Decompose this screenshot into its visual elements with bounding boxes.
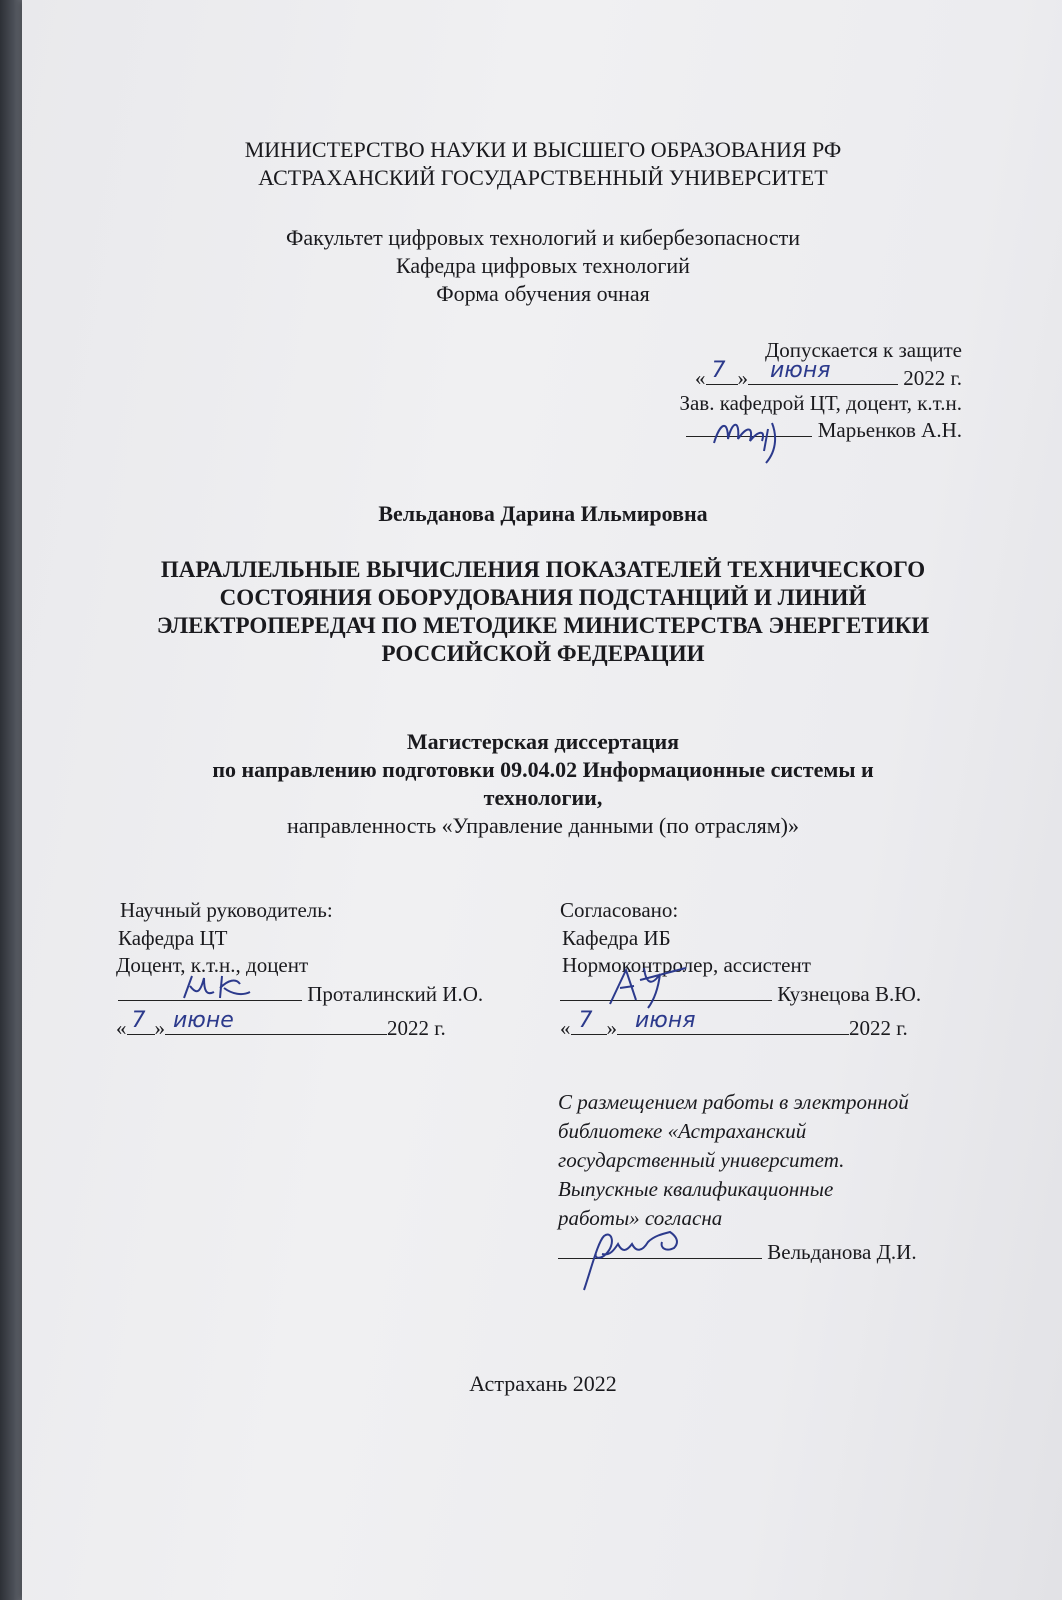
approved-label: Согласовано: (560, 898, 679, 922)
supervisor-label: Научный руководитель: (120, 898, 333, 922)
quote-close: » (606, 1016, 617, 1040)
admission-position: Зав. кафедрой ЦТ, доцент, к.т.н. (679, 391, 962, 415)
quote-open: « (116, 1016, 127, 1040)
admission-year: 2022 г. (903, 366, 962, 390)
approved-month: июня (635, 1008, 696, 1033)
title-line-4: РОССИЙСКОЙ ФЕДЕРАЦИИ (381, 641, 705, 666)
approved-day: 7 (578, 1008, 593, 1033)
admission-day-field (706, 358, 738, 385)
faculty-line: Факультет цифровых технологий и кибербезопасности (286, 225, 800, 250)
approved-position: Нормоконтролер, ассистент (562, 953, 811, 977)
city-year: Астрахань 2022 (469, 1371, 617, 1396)
supervisor-date (116, 1008, 446, 1041)
supervisor-month: июне (173, 1008, 234, 1033)
consent-line-5: работы» согласна (558, 1206, 723, 1230)
admission-date (695, 358, 962, 391)
study-form-line: Форма обучения очная (436, 281, 650, 306)
admission-month: июня (770, 358, 831, 383)
admission-name: Марьенков А.Н. (817, 418, 962, 442)
direction-line-1: по направлению подготовки 09.04.02 Информационные системы и (212, 757, 874, 782)
focus-line: направленность «Управление данными (по отраслям)» (286, 813, 799, 838)
ministry-line: МИНИСТЕРСТВО НАУКИ И ВЫСШЕГО ОБРАЗОВАНИЯ РФ (244, 137, 842, 162)
title-line-1: ПАРАЛЛЕЛЬНЫЕ ВЫЧИСЛЕНИЯ ПОКАЗАТЕЛЕЙ ТЕХНИЧЕСКОГО (160, 557, 926, 582)
approved-name: Кузнецова В.Ю. (777, 982, 922, 1006)
consent-line-1: С размещением работы в электронной (558, 1090, 909, 1114)
supervisor-position: Доцент, к.т.н., доцент (116, 953, 309, 977)
head-signature (706, 405, 796, 465)
supervisor-year: 2022 г. (387, 1016, 446, 1040)
title-line-3: ЭЛЕКТРОПЕРЕДАЧ ПО МЕТОДИКЕ МИНИСТЕРСТВА ЭНЕРГЕТИКИ (156, 613, 930, 638)
department-line: Кафедра цифровых технологий (396, 253, 690, 278)
quote-open: « (560, 1016, 571, 1040)
quote-open: « (695, 366, 706, 390)
title-line-2: СОСТОЯНИЯ ОБОРУДОВАНИЯ ПОДСТАНЦИЙ И ЛИНИЙ (219, 585, 867, 610)
author-signature (570, 1222, 700, 1302)
supervisor-department: Кафедра ЦТ (118, 926, 228, 950)
approved-year: 2022 г. (849, 1016, 908, 1040)
admission-month-field (748, 358, 898, 385)
direction-line-2: технологии, (483, 785, 603, 810)
work-type: Магистерская диссертация (406, 729, 680, 754)
approved-date (560, 1008, 908, 1041)
author-name: Вельданова Дарина Ильмировна (378, 501, 708, 526)
supervisor-day-field (127, 1008, 155, 1035)
consent-line-2: библиотеке «Астраханский (558, 1119, 807, 1143)
supervisor-name: Проталинский И.О. (307, 982, 484, 1006)
university-line: АСТРАХАНСКИЙ ГОСУДАРСТВЕННЫЙ УНИВЕРСИТЕТ (258, 165, 828, 190)
consent-line-4: Выпускные квалификационные (558, 1177, 834, 1201)
quote-close: » (737, 366, 748, 390)
approved-day-field (571, 1008, 607, 1035)
admission-day: 7 (711, 358, 726, 383)
consent-line-3: государственный университет. (558, 1148, 845, 1172)
approved-department: Кафедра ИБ (562, 926, 671, 950)
supervisor-day: 7 (131, 1008, 146, 1033)
approved-month-field (617, 1008, 849, 1035)
consent-name: Вельданова Д.И. (767, 1240, 917, 1264)
admission-heading: Допускается к защите (764, 338, 962, 362)
supervisor-month-field (165, 1008, 387, 1035)
quote-close: » (154, 1016, 165, 1040)
approved-signature (600, 960, 700, 1010)
supervisor-signature (170, 968, 290, 1008)
